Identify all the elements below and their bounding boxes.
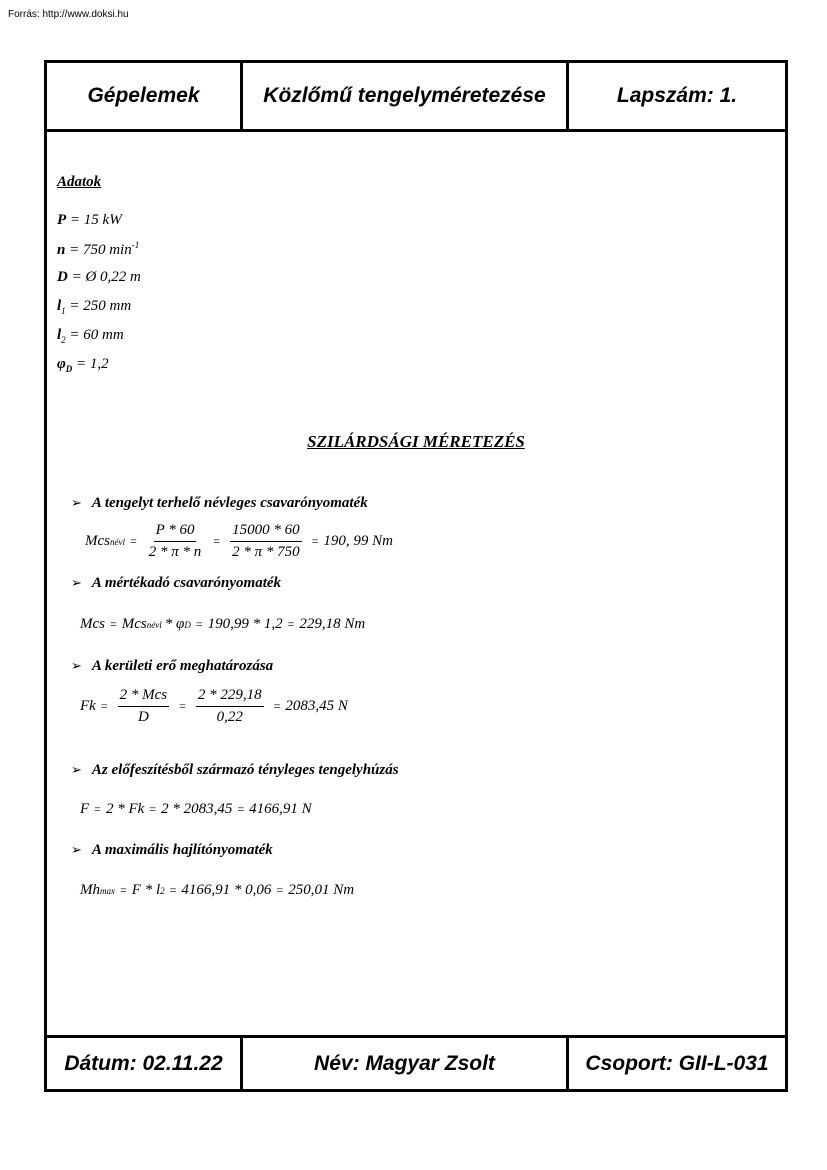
data-d: D = Ø 0,22 m	[57, 269, 141, 285]
formula-1: Mcs névl = $\frac{P * 60}{2 * \pi * n}$ = $\frac{15000 * 60}{2 * \pi * 750}$ = 190, 99 Nm	[85, 522, 393, 560]
step-1-heading: ➢ A tengelyt terhelő névleges csavarónyomaték	[71, 495, 368, 511]
adatok-title: Adatok	[57, 174, 102, 190]
step-4-heading: ➢ Az előfeszítésből származó tényleges tengelyhúzás	[71, 762, 399, 778]
step-3-heading: ➢ A kerületi erő meghatározása	[71, 658, 274, 674]
data-phi: $\varphi_D = 1,2$	[57, 356, 109, 374]
footer-group: Csoport: GII-L-031	[566, 1038, 785, 1089]
arrow-bullet-icon: ➢	[71, 842, 82, 857]
formula-5: Mh max = F * l 2 = 4166,91 * 0,06 = 250,01 Nm	[80, 882, 355, 898]
formula-2: Mcs = Mcs névl * φ D = 190,99 * 1,2 = 229,18 Nm	[80, 616, 366, 632]
document-frame	[44, 60, 788, 1092]
header-topic: Közlőmű tengelyméretezése	[240, 63, 566, 129]
arrow-bullet-icon: ➢	[71, 575, 82, 590]
footer-date: Dátum: 02.11.22	[64, 1051, 223, 1075]
footer-name: Név: Magyar Zsolt	[240, 1038, 566, 1089]
section-title: SZILÁRDSÁGI MÉRETEZÉS	[307, 432, 525, 451]
data-l1: $l_1 = 250$ mm	[57, 298, 132, 316]
arrow-bullet-icon: ➢	[71, 495, 82, 510]
arrow-bullet-icon: ➢	[71, 762, 82, 777]
footer-row	[47, 1035, 785, 1089]
data-l2: $l_2 = 60$ mm	[57, 327, 124, 345]
header-page-number: Lapszám: 1.	[566, 63, 785, 129]
arrow-bullet-icon: ➢	[71, 658, 82, 673]
data-p: P = 15 kW	[57, 212, 122, 228]
step-5-heading: ➢ A maximális hajlítónyomaték	[71, 842, 273, 858]
header-subject: Gépelemek	[87, 84, 200, 107]
formula-3: Fk = $\frac{\text{2 * Mcs}}{D}$ = $\frac{2 * 229,18}{0,22}$ = 2083,45 N	[80, 687, 348, 725]
formula-4: F = 2 * Fk = 2 * 2083,45 = 4166,91 N	[80, 801, 312, 817]
step-2-heading: ➢ A mértékadó csavarónyomaték	[71, 575, 282, 591]
data-n: n = 750 $\min^{-1}$	[57, 240, 140, 258]
header-row	[47, 63, 785, 132]
source-label: Forrás: http://www.doksi.hu	[8, 9, 129, 20]
